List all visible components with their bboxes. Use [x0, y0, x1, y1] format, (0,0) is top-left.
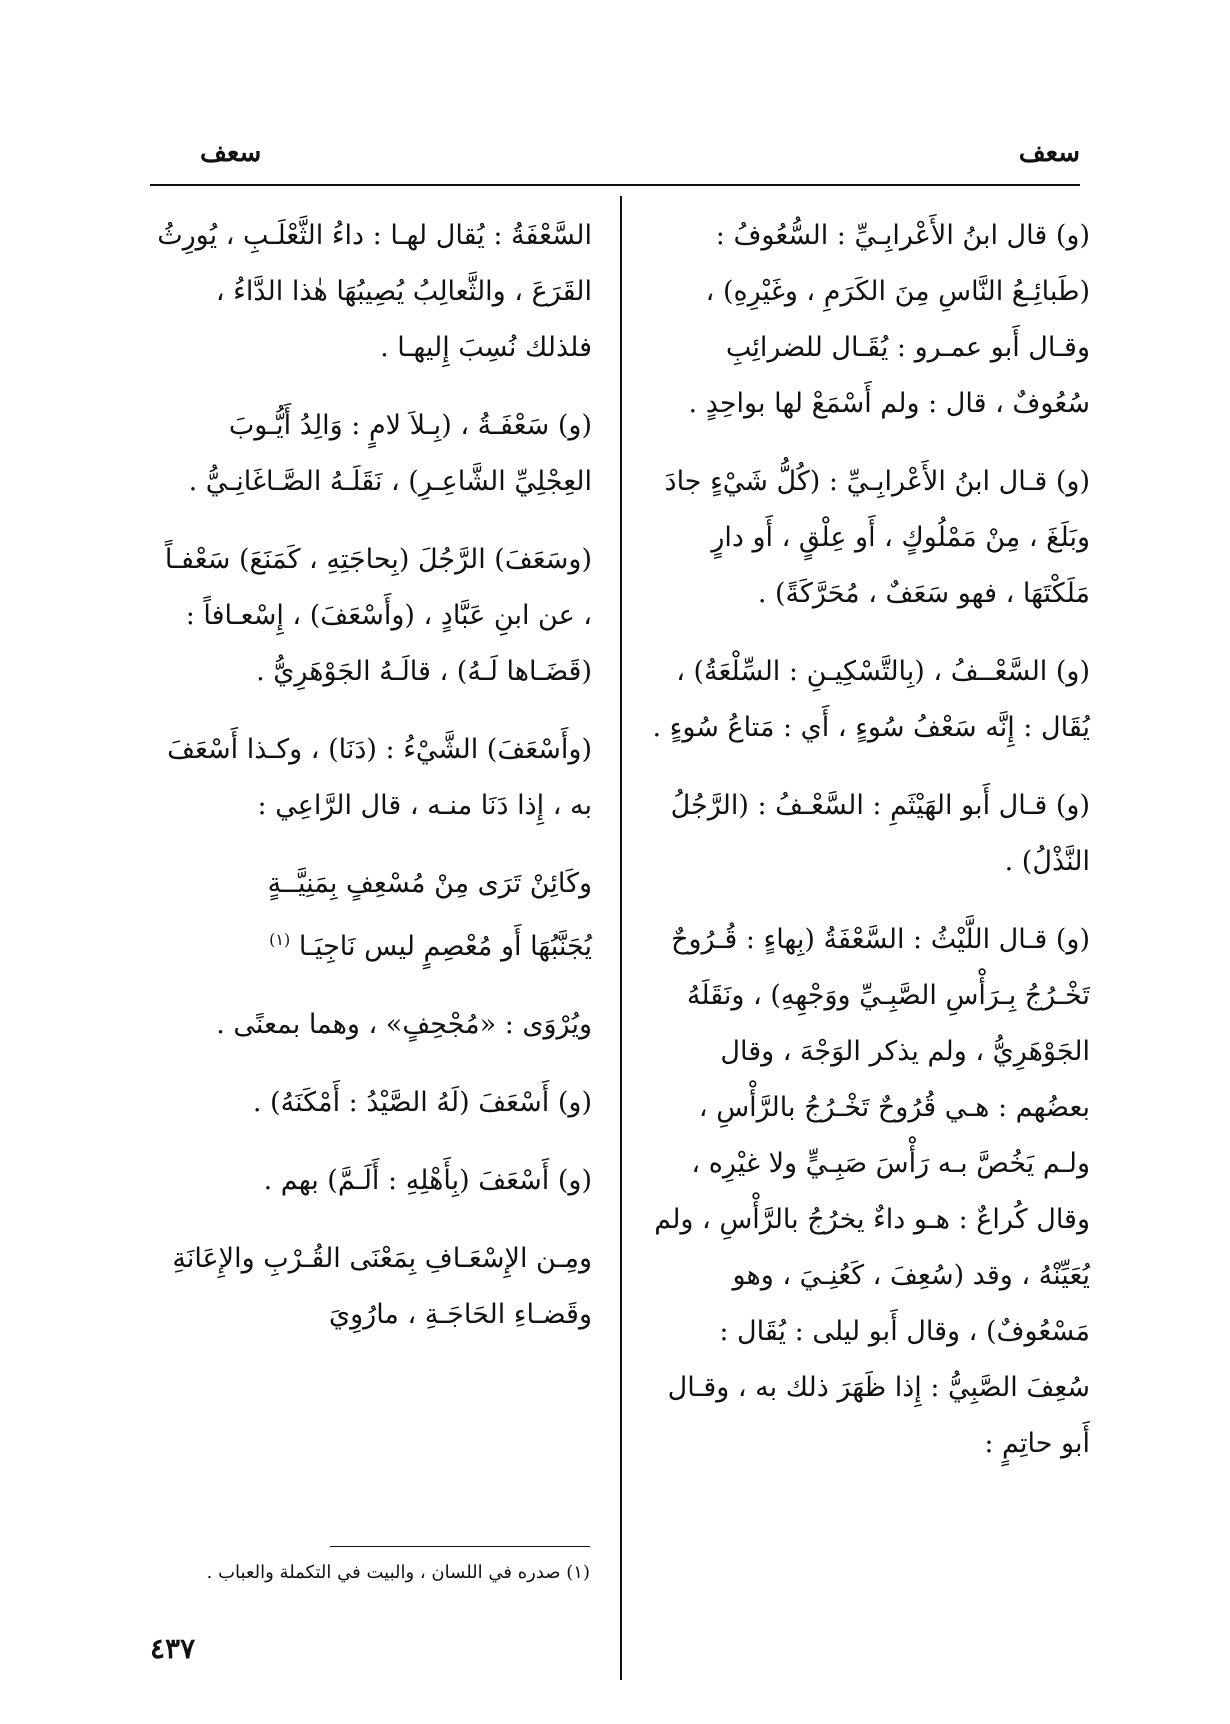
footnote-marker: (١)	[269, 930, 291, 949]
page-number: ٤٣٧	[150, 1632, 196, 1665]
running-header-left: سعف	[200, 138, 262, 168]
entry-paragraph: (و) قـال أَبو الهَيْثَمِ : السَّعْـفُ : (الرَّجُلُ النَّذْلُ) .	[670, 790, 1090, 877]
entry-paragraph: (و) سَعْفَـةُ ، (بِـلاَ لامٍ : وَالِدُ أَيُّـوبَ العِجْلِيِّ الشَّاعِـرِ) ، نَقَلَـهُ الصَّـاغَانِـيُّ .	[188, 410, 592, 497]
column-divider	[620, 196, 622, 1680]
entry-paragraph: (و) السَّعْــفُ ، (بِالتَّسْكِيـنِ : السِّلْعَةُ) ، يُقَال : إِنَّه سَعْفُ سُوءٍ ، أَي : مَتاعُ سُوءٍ .	[652, 656, 1090, 743]
entry-paragraph: (وأَسْعَفَ) الشَّيْءُ : (دَنَا) ، وكـذا أَسْعَفَ به ، إِذا دَنَا منـه ، قال الرَّاعِي :	[167, 734, 592, 821]
running-header-right: سعف	[1018, 138, 1080, 168]
right-column	[650, 208, 1090, 1494]
verse-line: يُجَنَّبُهَا أَو مُعْصِمٍ ليس نَاجِيَـا	[298, 931, 592, 962]
entry-paragraph: (و) قـال اللَّيْثُ : السَّعْفَةُ (بِهاءٍ : قُـرُوحٌ تَخْـرُجُ بِـرَأْسِ الصَّبِـيِّ ووَجْهِهِ) ، ونَقَلَهُ الجَوْهَرِيُّ ، ولم يذكر الوَجْهَ ، وقال بعضُهم : هـي قُرُوحٌ تَخْـرُجُ بالرَّأْسِ ، ولـم يَخُصَّ بـه رَأْسَ صَبِـيٍّ ولا غيْرِه ، وقال كُراعٌ : هـو داءٌ يخرُجُ بالرَّأْسِ ، ولم يُعَيِّنْهُ ، وقد (سُعِفَ ، كَعُنِـيَ ، وهو مَسْعُوفٌ) ، وقال أَبو ليلى : يُقَال : سُعِفَ الصَّبِيُّ : إِذا ظَهَرَ ذلك به ، وقـال أَبو حاتِمٍ :	[654, 924, 1090, 1459]
entry-paragraph: (و) أَسْعَفَ (لَهُ الصَّيْدُ : أَمْكَنَهُ) .	[252, 1087, 592, 1118]
footnote: (١) صدره في اللسان ، والبيت في التكملة والعباب .	[206, 1562, 590, 1583]
left-column	[150, 208, 592, 1365]
entry-paragraph: ويُرْوَى : «مُجْحِفٍ» ، وهما بمعنًى .	[216, 1009, 592, 1040]
entry-paragraph: (و) قـال ابنُ الأَعْرابِـيِّ : (كُلُّ شَيْءٍ جادَ وبَلَغَ ، مِنْ مَمْلُوكٍ ، أَو عِلْقٍ ، أَو دارٍ مَلَكْتَهَا ، فهو سَعَفٌ ، مُحَرَّكَةً) .	[664, 466, 1090, 609]
entry-paragraph: (وسَعَفَ) الرَّجُلَ (بِحاجَتِهِ ، كَمَنَعَ) سَعْفـاً ، عن ابنِ عَبَّادٍ ، (وأَسْعَفَ) ، إِسْعـافاً : (قَضَـاها لَـهُ) ، قالَـهُ الجَوْهَرِيُّ .	[164, 544, 592, 687]
header-rule	[150, 184, 1080, 186]
footnote-rule	[330, 1546, 590, 1547]
verse	[150, 912, 592, 975]
entry-paragraph: ومِـن الإِسْعَـافِ بِمَعْنَى القُـرْبِ والإِعَانَةِ وقَضـاءِ الحَاجَـةِ ، مارُوِيَ	[172, 1243, 592, 1330]
entry-paragraph: السَّعْفَةُ : يُقال لهـا : داءُ الثَّعْلَـبِ ، يُورِثُ القَرَعَ ، والثَّعالِبُ يُصِيبُهَا هٰذا الدَّاءُ ، فلذلك نُسِبَ إِليهـا .	[157, 220, 592, 363]
verse-line: وكَائِنْ تَرَى مِنْ مُسْعِفٍ بِمَنِيَّــةٍ	[267, 868, 592, 899]
entry-paragraph: (و) قال ابنُ الأَعْرابِـيِّ : السُّعُوفُ : (طَبائِـعُ النَّاسِ مِنَ الكَرَمِ ، وغَيْرِهِ) ، وقـال أَبو عمـرو : يُقَـال للضرائِبِ سُعُوفٌ ، قال : ولم أَسْمَعْ لها بواحِدٍ .	[688, 220, 1090, 419]
verse	[150, 856, 592, 912]
entry-paragraph: (و) أَسْعَفَ (بِأَهْلِهِ : أَلَـمَّ) بهم .	[263, 1165, 592, 1196]
